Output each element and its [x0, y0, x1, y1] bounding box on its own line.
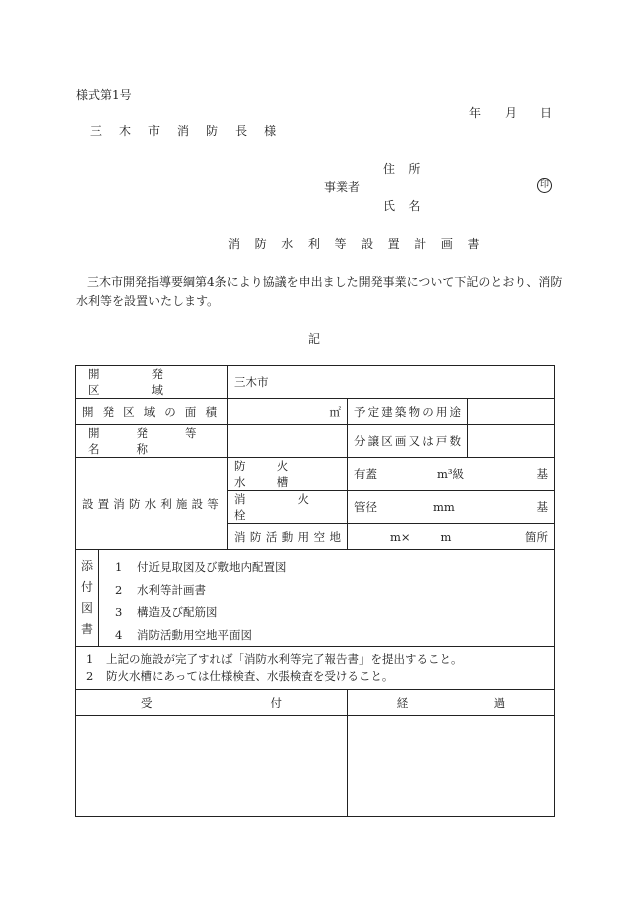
dev-size-unit[interactable]: ㎡	[228, 399, 348, 425]
list-item: 1 付近見取図及び敷地内配置図	[115, 560, 287, 574]
dev-name-label: 開 発 等 名 称	[88, 426, 214, 456]
list-item: 1 上記の施設が完了すれば「消防水利等完了報告書」を提出すること。	[86, 652, 463, 666]
progress-header: 経 過	[396, 695, 506, 710]
dev-size-label: 開発区域の面積	[76, 399, 228, 425]
address-label: 住 所	[383, 162, 426, 176]
building-use-label: 予定建築物の用途	[348, 399, 468, 425]
business-label: 事業者	[324, 180, 361, 194]
space-unit-1: m×	[390, 529, 411, 544]
space-count: 箇所	[525, 529, 549, 544]
hydrant-label: 消 火 栓	[234, 492, 334, 522]
tank-unit: m³級	[437, 467, 465, 481]
progress-box[interactable]	[348, 716, 555, 817]
date-year-label: 年	[469, 106, 482, 120]
hydrant-count: 基	[536, 500, 549, 514]
facility-label: 設置消防水利施設等	[76, 458, 228, 550]
form-number: 様式第1号	[76, 88, 132, 102]
body-line-2: 水利等を設置いたします。	[76, 294, 220, 308]
attachment-list	[99, 550, 287, 646]
addressee: 三 木 市 消 防 長 様	[90, 124, 283, 138]
lots-label: 分譲区画又は戸数	[348, 425, 468, 458]
ki-label: 記	[308, 332, 321, 346]
space-unit-2: m	[440, 529, 452, 544]
lots-value[interactable]	[468, 425, 555, 458]
name-label: 氏 名	[383, 199, 426, 213]
list-item: 4 消防活動用空地平面図	[115, 627, 252, 642]
hydrant-pipe: 管径	[354, 500, 377, 514]
document-title: 消 防 水 利 等 設 置 計 画 書	[228, 237, 485, 251]
tank-label: 防 火 水 槽	[234, 459, 303, 489]
list-item: 3 構造及び配筋図	[115, 605, 218, 619]
dev-area-label: 開 発 区 域	[88, 367, 188, 397]
notes	[76, 647, 555, 690]
hydrant-unit: mm	[433, 500, 455, 514]
reception-header: 受 付	[141, 695, 282, 710]
dev-name-value[interactable]	[228, 425, 348, 458]
seal-mark-icon: 印	[537, 178, 552, 193]
reception-box[interactable]	[76, 716, 348, 817]
tank-count: 基	[536, 467, 549, 481]
list-item: 2 防火水槽にあっては仕様検査、水張検査を受けること。	[86, 669, 394, 683]
date-month-label: 月	[505, 106, 518, 120]
attach-label: 添 付 図 書	[76, 550, 99, 646]
tank-type: 有蓋	[354, 467, 377, 481]
space-label: 消防活動用空地	[228, 524, 348, 550]
date-day-label: 日	[540, 106, 553, 120]
list-item: 2 水利等計画書	[115, 582, 206, 597]
body-line-1: 三木市開発指導要綱第4条により協議を申出ました開発事業について下記のとおり、消防	[87, 275, 563, 289]
plan-table	[75, 365, 555, 817]
dev-area-value[interactable]: 三木市	[228, 366, 555, 399]
building-use-value[interactable]	[468, 399, 555, 425]
